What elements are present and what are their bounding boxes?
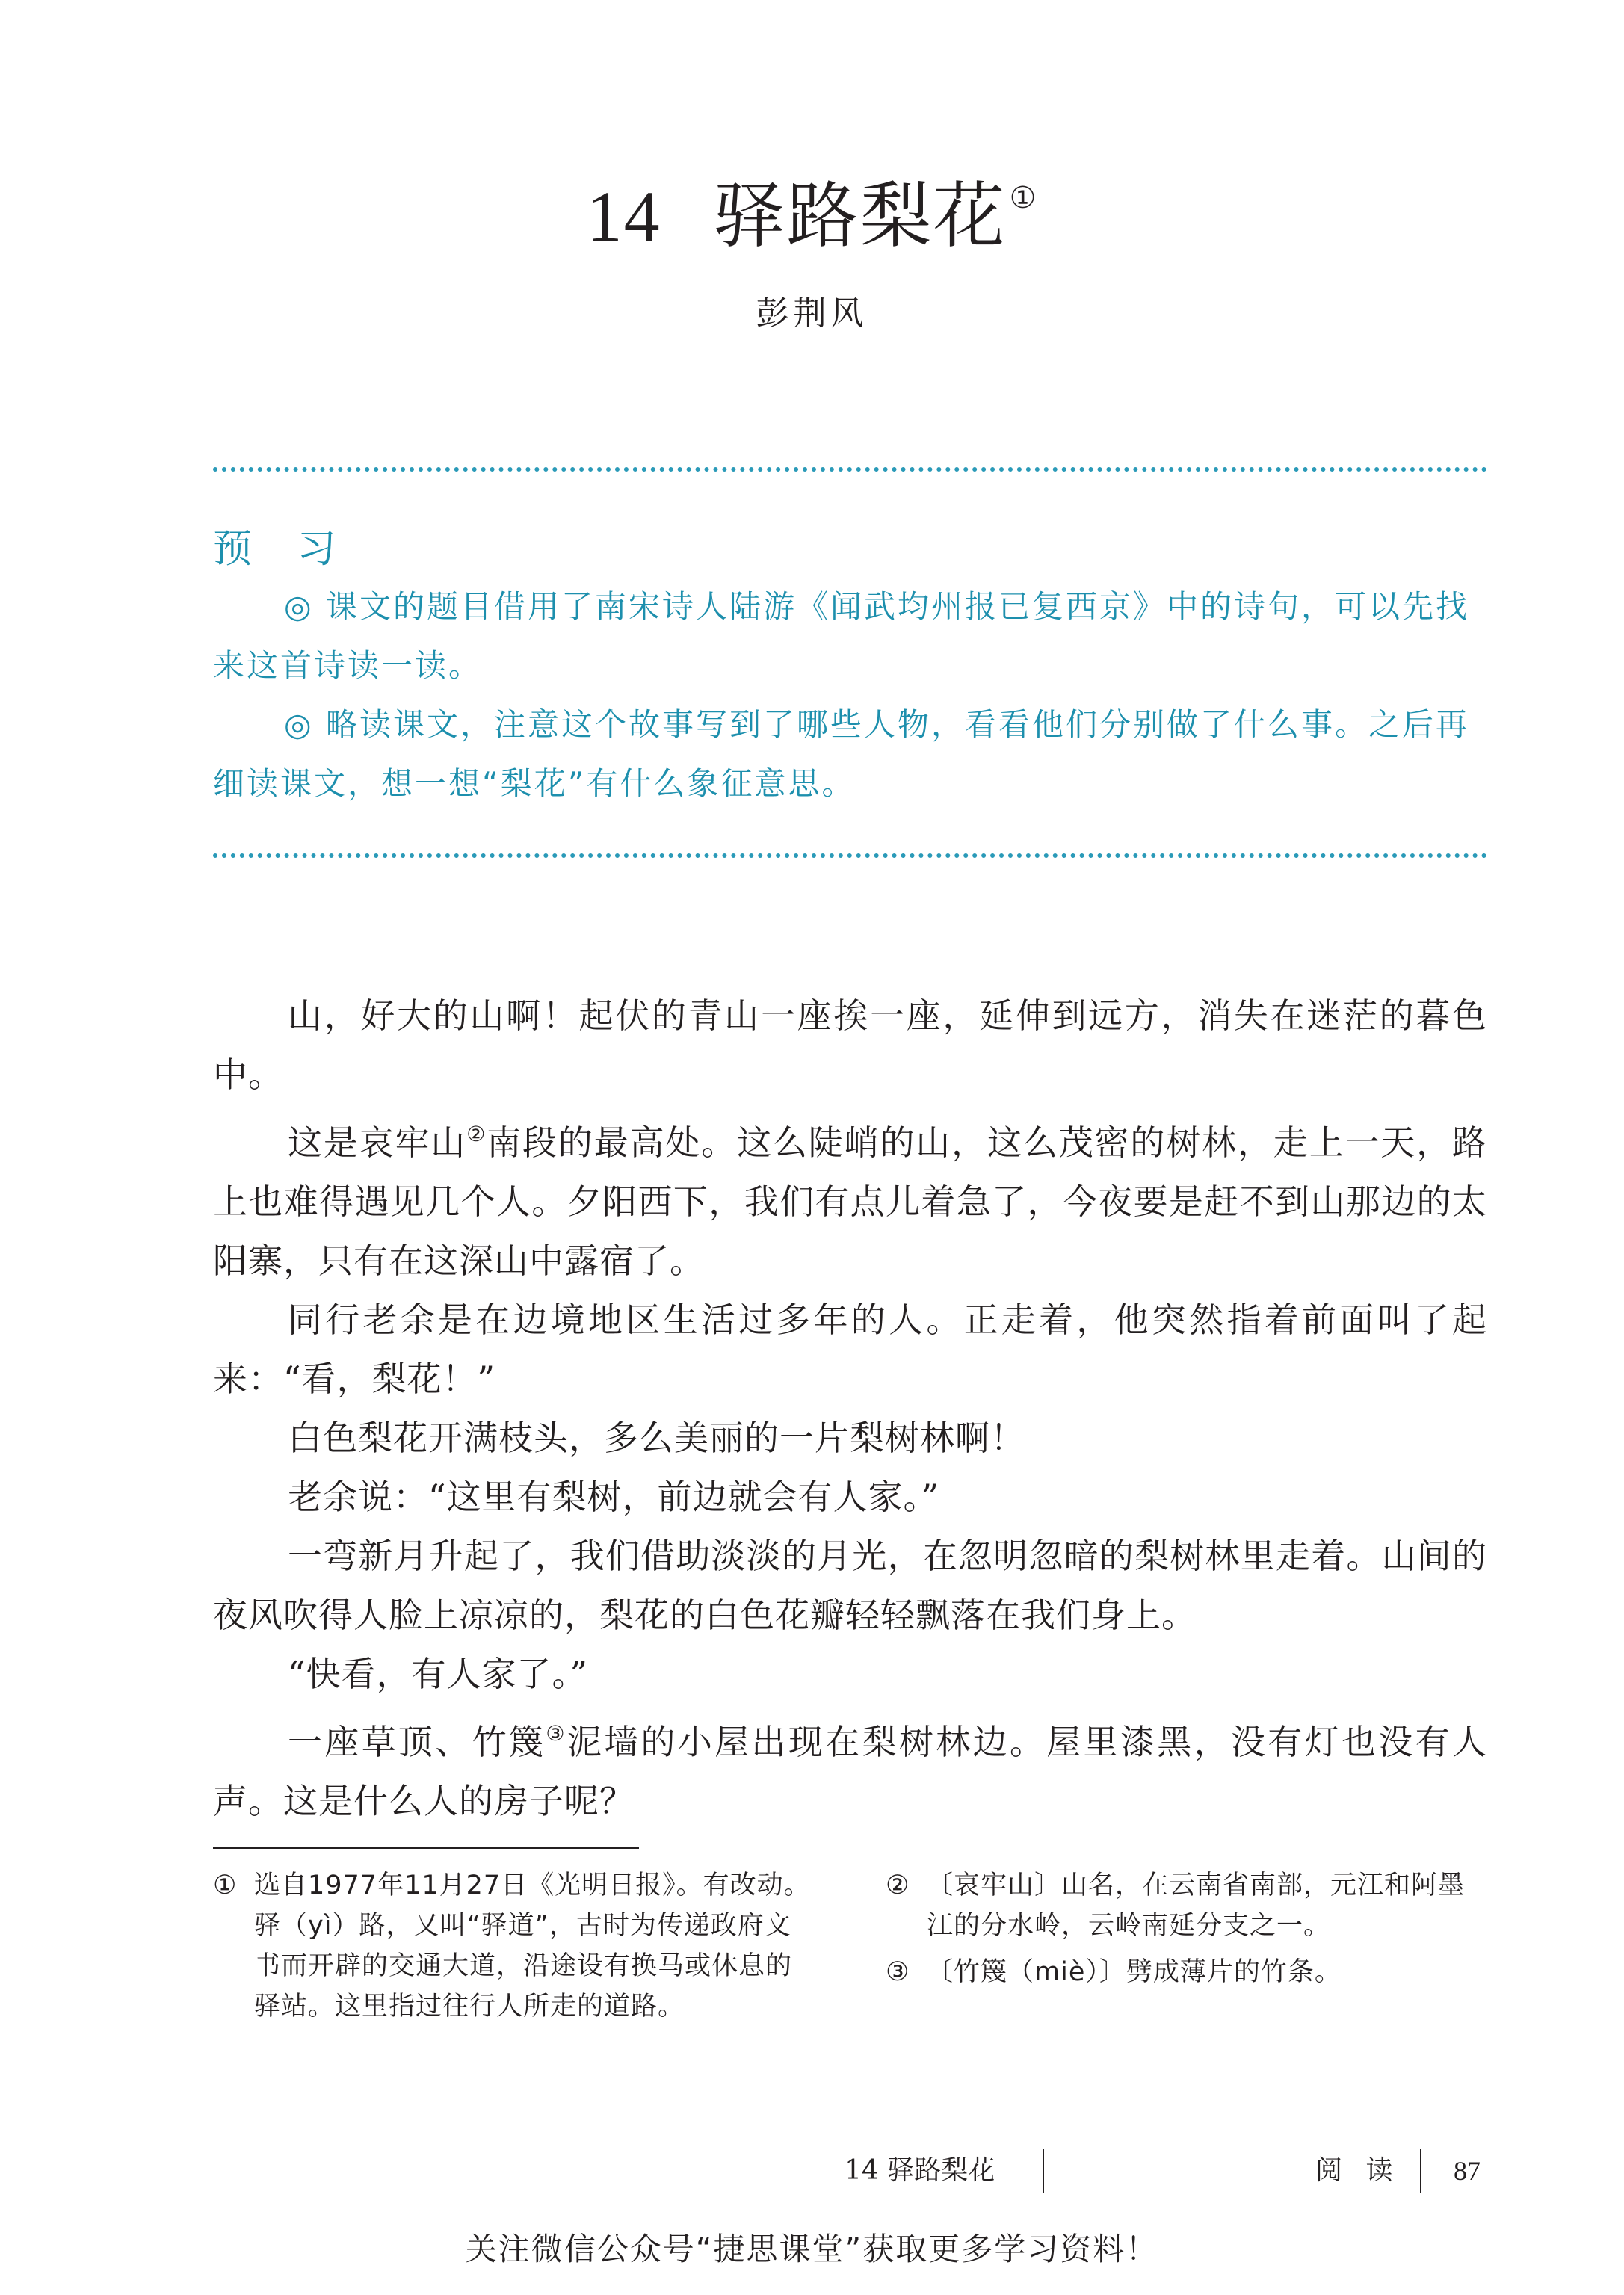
footnote-3	[886, 1952, 1487, 1992]
lesson-number: 14	[586, 176, 661, 256]
running-footer-lesson: 14 驿路梨花	[845, 2155, 995, 2186]
footnote-rule	[213, 1847, 639, 1849]
paragraph: “快看，有人家了。”	[288, 1654, 589, 1694]
preview-item: ◎ 略读课文，注意这个故事写到了哪些人物，看看他们分别做了什么事。之后再细读课文，想一想“梨花”有什么象征意思。	[213, 706, 1470, 802]
footnote-text: 〔竹篾（miè）〕劈成薄片的竹条。	[927, 1957, 1342, 1987]
footnote-mark: ①	[213, 1871, 238, 1900]
preview-item: ◎ 课文的题目借用了南宋诗人陆游《闻武均州报已复西京》中的诗句，可以先找来这首诗读一读。	[213, 588, 1470, 684]
paragraph: 一弯新月升起了，我们借助淡淡的月光，在忽明忽暗的梨树林里走着。山间的夜风吹得人脸上凉凉的，梨花的白色花瓣轻轻飘落在我们身上。	[213, 1536, 1487, 1635]
page-number: 87	[1454, 2156, 1481, 2186]
footnote-ref-3[interactable]: ③	[546, 1721, 567, 1746]
preview-items	[213, 577, 1487, 813]
paragraph: 一座草顶、竹篾③泥墙的小屋出现在梨树林边。屋里漆黑，没有灯也没有人声。这是什么人的房子呢？	[213, 1721, 1488, 1821]
preview-heading: 预 习	[213, 527, 353, 572]
paragraph: 老余说：“这里有梨树，前边就会有人家。”	[288, 1477, 940, 1517]
footnote-1	[213, 1865, 811, 2027]
preview-bottom-divider	[213, 853, 1487, 858]
footnote-ref-2[interactable]: ②	[466, 1122, 487, 1146]
article-body	[213, 986, 1487, 1831]
footnote-2	[886, 1865, 1487, 1946]
footnote-mark: ③	[886, 1957, 910, 1987]
running-footer-section: 阅 读	[1315, 2155, 1401, 2186]
paragraph: 白色梨花开满枝头，多么美丽的一片梨树林啊！	[288, 1418, 1025, 1458]
footer-divider	[1043, 2149, 1044, 2193]
preview-top-divider	[213, 467, 1487, 472]
footnote-text: 选自1977年11月27日《光明日报》。有改动。驿（yì）路，又叫“驿道”，古时为传递政府文书而开辟的交通大道，沿途设有换马或休息的驿站。这里指过往行人所走的道路。	[254, 1871, 811, 2021]
lesson-title	[0, 153, 1624, 262]
footer-divider	[1420, 2149, 1421, 2193]
paragraph: 同行老余是在边境地区生活过多年的人。正走着，他突然指着前面叫了起来：“看，梨花！”	[213, 1300, 1487, 1399]
paragraph: 山，好大的山啊！起伏的青山一座挨一座，延伸到远方，消失在迷茫的暮色中。	[213, 995, 1487, 1095]
title-footnote-mark[interactable]: ①	[1009, 181, 1038, 215]
lesson-title-text: 驿路梨花	[713, 174, 1007, 258]
footnote-text: 〔哀牢山〕山名，在云南省南部，元江和阿墨江的分水岭，云岭南延分支之一。	[927, 1871, 1466, 1941]
author: 彭荆风	[756, 294, 868, 333]
footnote-mark: ②	[886, 1871, 910, 1900]
promo-line: 关注微信公众号“捷思课堂”获取更多学习资料！	[465, 2231, 1159, 2267]
paragraph: 这是哀牢山②南段的最高处。这么陡峭的山，这么茂密的树林，走上一天，路上也难得遇见几个人。夕阳西下，我们有点儿着急了，今夜要是赶不到山那边的太阳寨，只有在这深山中露宿了。	[213, 1122, 1488, 1281]
